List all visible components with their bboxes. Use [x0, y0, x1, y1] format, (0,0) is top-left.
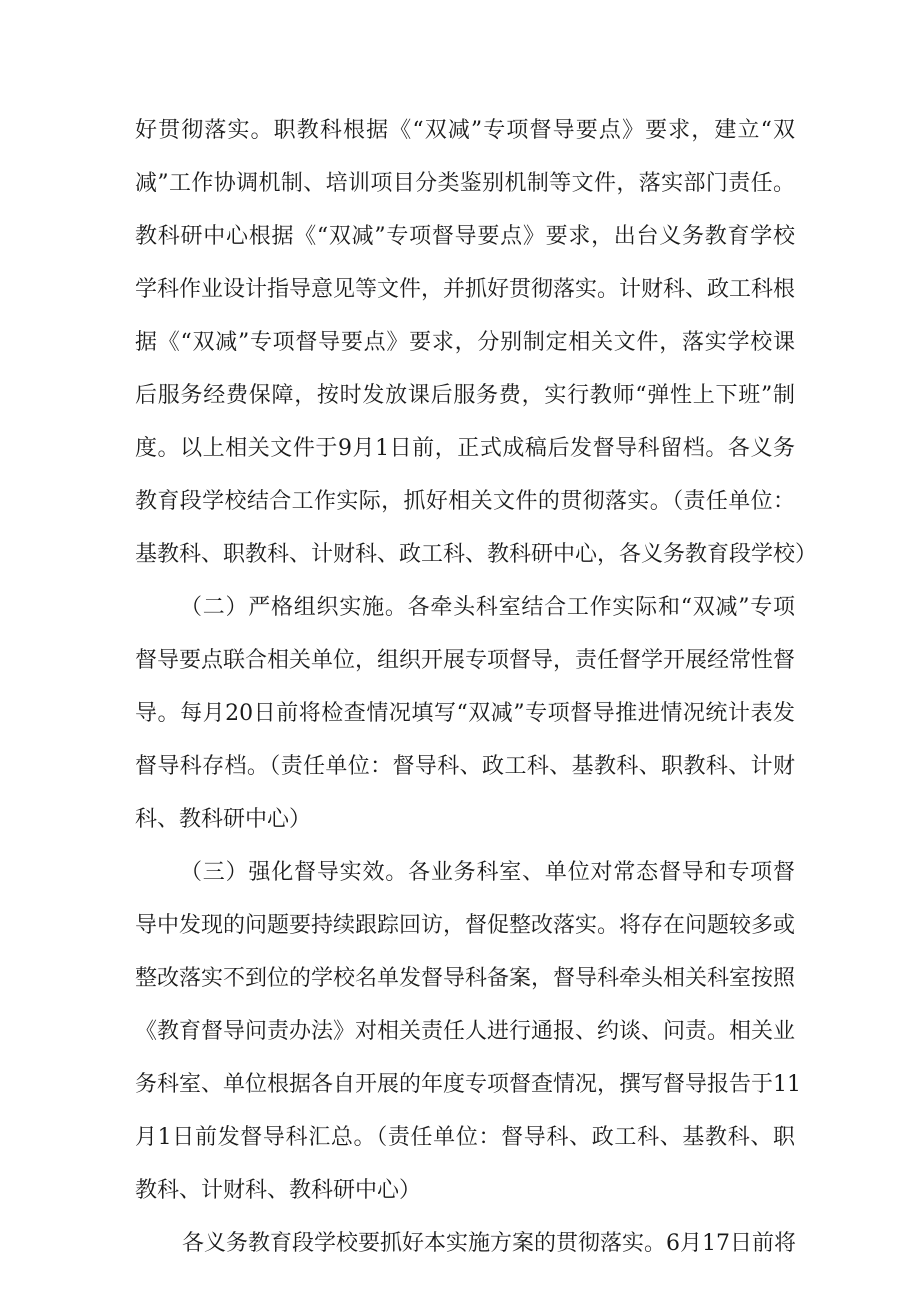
text-line: 学科作业设计指导意见等文件，并抓好贯彻落实。计财科、政工科根	[135, 277, 796, 302]
text-line: 教育段学校结合工作实际，抓好相关文件的贯彻落实。（责任单位：	[135, 489, 795, 514]
text-line: 科、教科研中心）	[135, 807, 312, 832]
text-line: 导。每月20日前将检查情况填写“双减”专项督导推进情况统计表发	[135, 701, 795, 726]
text-line: 导中发现的问题要持续跟踪回访，督促整改落实。将存在问题较多或	[135, 913, 796, 938]
text-line: 基教科、职教科、计财科、政工科、教科研中心，各义务教育段学校）	[135, 542, 818, 567]
text-line: 据《“双减”专项督导要点》要求，分别制定相关文件，落实学校课	[135, 330, 795, 355]
text-line: 好贯彻落实。职教科根据《“双减”专项督导要点》要求，建立“双	[135, 118, 795, 143]
paragraph-three-start: （三）强化督导实效。各业务科室、单位对常态督导和专项督	[180, 860, 795, 885]
text-line: 减”工作协调机制、培训项目分类鉴别机制等文件，落实部门责任。	[135, 171, 795, 196]
text-line: 务科室、单位根据各自开展的年度专项督查情况，撰写督导报告于11	[135, 1072, 801, 1097]
text-line: 教科研中心根据《“双减”专项督导要点》要求，出台义务教育学校	[135, 224, 795, 249]
text-line: 《教育督导问责办法》对相关责任人进行通报、约谈、问责。相关业	[135, 1019, 796, 1044]
text-line: 度。以上相关文件于9月1日前，正式成稿后发督导科留档。各义务	[135, 436, 795, 461]
text-line: 月1日前发督导科汇总。（责任单位：督导科、政工科、基教科、职	[135, 1125, 795, 1150]
text-line: 督导科存档。（责任单位：督导科、政工科、基教科、职教科、计财	[135, 754, 795, 779]
text-line: 督导要点联合相关单位，组织开展专项督导，责任督学开展经常性督	[135, 648, 796, 673]
text-line: 整改落实不到位的学校名单发督导科备案，督导科牵头相关科室按照	[135, 966, 796, 991]
text-line: 教科、计财科、教科研中心）	[135, 1178, 422, 1203]
paragraph-two-start: （二）严格组织实施。各牵头科室结合工作实际和“双减”专项	[180, 595, 795, 620]
paragraph-four-start: 各义务教育段学校要抓好本实施方案的贯彻落实。6月17日前将	[182, 1231, 796, 1256]
text-line: 后服务经费保障，按时发放课后服务费，实行教师“弹性上下班”制	[135, 383, 795, 408]
